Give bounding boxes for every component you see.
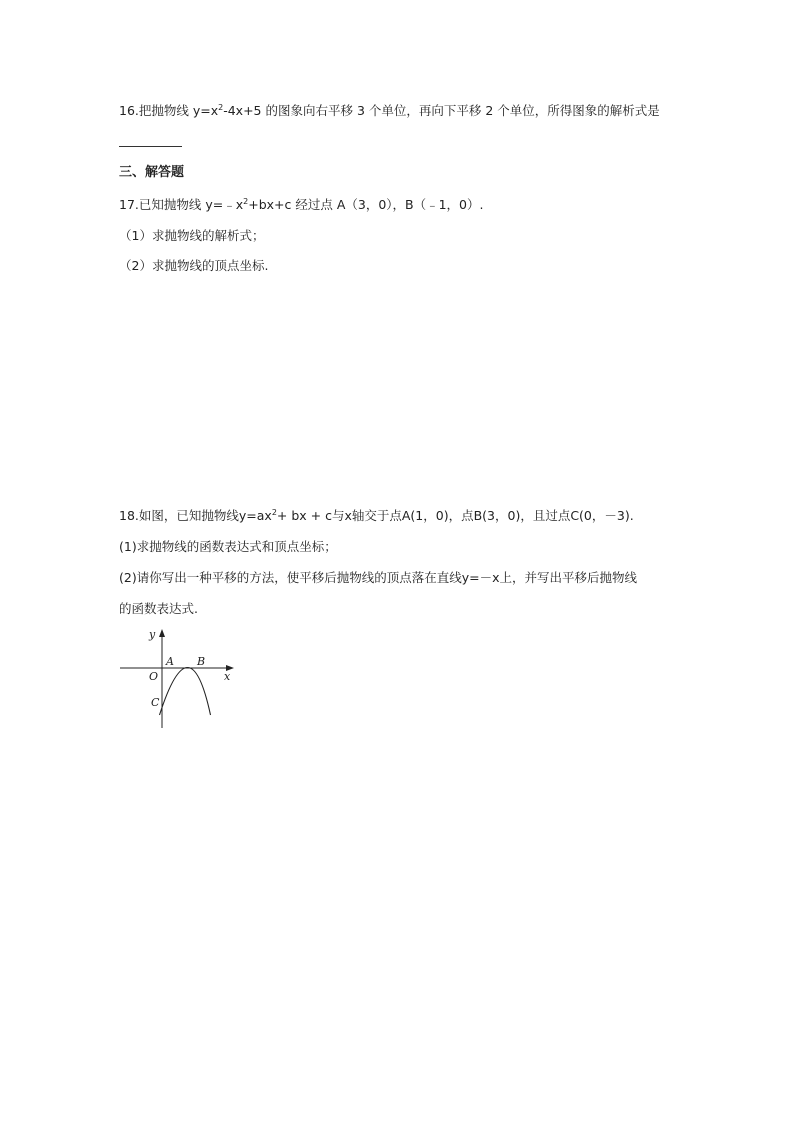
label-a: A (166, 655, 174, 668)
question-18-part-1: (1)求抛物线的函数表达式和顶点坐标； (119, 539, 337, 554)
question-16-text: 16.把抛物线 $y=x^2-4x+5$ 的图象向右平移 3 个单位，再向下平移 2 个单位，所得图象的解析式是 (119, 102, 660, 118)
parabola-figure (118, 624, 238, 730)
question-18-part-2-continued: 的函数表达式. (119, 601, 198, 616)
label-c: C (151, 696, 160, 709)
label-y: y (149, 628, 156, 641)
question-17-text: 17.已知抛物线 $y=﹣x^2+bx+c$ 经过点 A（3，0），B（﹣1，0）. (119, 196, 484, 212)
label-b: B (197, 655, 206, 668)
section-title: 三、解答题 (119, 165, 185, 180)
y-axis-arrow-icon (159, 629, 165, 637)
question-18-part-2: (2)请你写出一种平移的方法，使平移后抛物线的顶点落在直线y=－x上，并写出平移后抛物线 (119, 570, 637, 585)
question-18-text: 18.如图，已知抛物线$y=ax^2+$ bx + c与x轴交于点A(1，0)，点B(3，0)，且过点C(0，－3). (119, 507, 634, 523)
answer-blank-line (119, 146, 182, 147)
label-x: x (224, 670, 231, 683)
parabola-curve (160, 668, 211, 716)
question-17-part-2: （2）求抛物线的顶点坐标. (119, 258, 269, 273)
label-o: O (149, 670, 159, 683)
question-17-part-1: （1）求抛物线的解析式； (119, 228, 265, 243)
